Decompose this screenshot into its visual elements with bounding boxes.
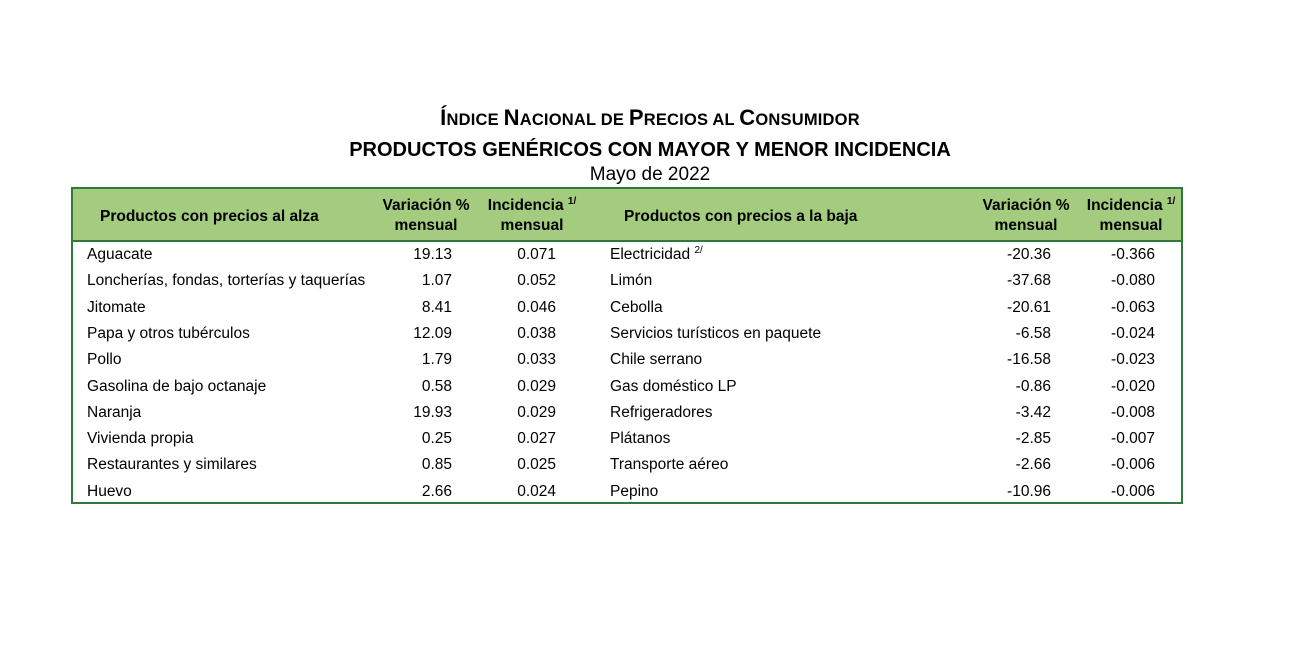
incidence-table <box>71 187 1183 504</box>
up-variation-cell: 19.13 <box>413 246 452 263</box>
header-up-variation: Variación % mensual <box>382 197 470 234</box>
down-product-cell: Pepino <box>610 482 659 500</box>
down-variation-cell: -20.36 <box>1007 246 1051 263</box>
header-down-products: Productos con precios a la baja <box>624 208 858 225</box>
down-incidence-cell: -0.023 <box>1111 351 1155 369</box>
table-row <box>73 268 1181 294</box>
table-row <box>73 426 1181 452</box>
up-product-cell: Papa y otros tubérculos <box>87 324 250 342</box>
up-variation-cell: 12.09 <box>413 324 452 342</box>
down-incidence-cell: -0.006 <box>1111 482 1155 500</box>
up-variation-cell: 0.85 <box>421 456 452 474</box>
up-product-cell: Gasolina de bajo octanaje <box>87 377 267 395</box>
up-incidence-cell: 0.038 <box>517 324 556 342</box>
header-down-incidence: Incidencia $^{1/}$ mensual <box>1086 196 1176 234</box>
title-line-3: Mayo de 2022 <box>589 164 711 185</box>
up-incidence-cell: 0.052 <box>517 272 556 290</box>
down-incidence-cell: -0.007 <box>1111 430 1155 448</box>
up-variation-cell: 2.66 <box>421 482 452 500</box>
up-product-cell: Naranja <box>87 403 142 421</box>
down-product-cell: Servicios turísticos en paquete <box>610 324 822 342</box>
table-row <box>73 400 1181 426</box>
down-variation-cell: -37.68 <box>1007 272 1051 290</box>
down-variation-cell: -3.42 <box>1015 403 1051 421</box>
up-incidence-cell: 0.029 <box>517 377 556 395</box>
down-incidence-cell: -0.006 <box>1111 456 1155 474</box>
up-product-cell: Jitomate <box>87 298 146 316</box>
down-incidence-cell: -0.008 <box>1111 403 1155 421</box>
up-variation-cell: 0.58 <box>421 377 452 395</box>
header-up-products: Productos con precios al alza <box>100 208 319 225</box>
up-incidence-cell: 0.071 <box>517 246 556 263</box>
table-row <box>73 242 1181 268</box>
up-variation-cell: 1.79 <box>421 351 452 369</box>
down-product-cell: Cebolla <box>610 298 663 316</box>
down-variation-cell: -2.85 <box>1015 430 1051 448</box>
down-variation-cell: -0.86 <box>1015 377 1051 395</box>
up-variation-cell: 19.93 <box>413 403 452 421</box>
up-product-cell: Pollo <box>87 351 122 369</box>
table-row <box>73 374 1181 400</box>
down-product-cell: Transporte aéreo <box>610 456 729 474</box>
down-incidence-cell: -0.024 <box>1111 324 1155 342</box>
up-incidence-cell: 0.029 <box>517 403 556 421</box>
footnote-marker: 2/ <box>694 245 703 256</box>
header-down-variation: Variación % mensual <box>982 197 1070 234</box>
table-row <box>73 295 1181 321</box>
table-row <box>73 479 1181 505</box>
up-product-cell: Loncherías, fondas, torterías y taquerías <box>87 272 366 290</box>
title-line-2: PRODUCTOS GENÉRICOS CON MAYOR Y MENOR INCIDENCIA <box>349 139 951 161</box>
table-row <box>73 321 1181 347</box>
up-incidence-cell: 0.046 <box>517 298 556 316</box>
down-product-cell: Chile serrano <box>610 351 703 369</box>
down-product-cell: Plátanos <box>610 430 671 448</box>
table-row <box>73 452 1181 478</box>
up-product-cell: Huevo <box>87 482 132 500</box>
down-variation-cell: -16.58 <box>1007 351 1051 369</box>
table-row <box>73 347 1181 373</box>
up-product-cell: Aguacate <box>87 246 153 263</box>
down-incidence-cell: -0.366 <box>1111 246 1155 263</box>
down-variation-cell: -2.66 <box>1015 456 1051 474</box>
header-up-incidence: Incidencia $^{1/}$ mensual <box>487 196 577 234</box>
down-variation-cell: -10.96 <box>1007 482 1051 500</box>
up-incidence-cell: 0.027 <box>517 430 556 448</box>
up-variation-cell: 1.07 <box>421 272 452 290</box>
down-incidence-cell: -0.063 <box>1111 298 1155 316</box>
up-product-cell: Vivienda propia <box>87 430 194 448</box>
up-incidence-cell: 0.033 <box>517 351 556 369</box>
up-variation-cell: 8.41 <box>421 298 452 316</box>
down-incidence-cell: -0.080 <box>1111 272 1155 290</box>
table-header <box>73 189 1181 242</box>
down-variation-cell: -20.61 <box>1007 298 1051 316</box>
title-line-1: ÍNDICE NACIONAL DE PRECIOS AL CONSUMIDOR <box>440 105 860 130</box>
down-variation-cell: -6.58 <box>1015 324 1051 342</box>
down-product-cell: Refrigeradores <box>610 403 713 421</box>
down-product-cell: Gas doméstico LP <box>610 377 737 395</box>
down-product-cell: Limón <box>610 272 653 290</box>
up-incidence-cell: 0.024 <box>517 482 556 500</box>
down-incidence-cell: -0.020 <box>1111 377 1155 395</box>
up-variation-cell: 0.25 <box>421 430 452 448</box>
up-incidence-cell: 0.025 <box>517 456 556 474</box>
up-product-cell: Restaurantes y similares <box>87 456 257 474</box>
down-product-cell: Electricidad $^{2/}$ <box>610 245 703 263</box>
